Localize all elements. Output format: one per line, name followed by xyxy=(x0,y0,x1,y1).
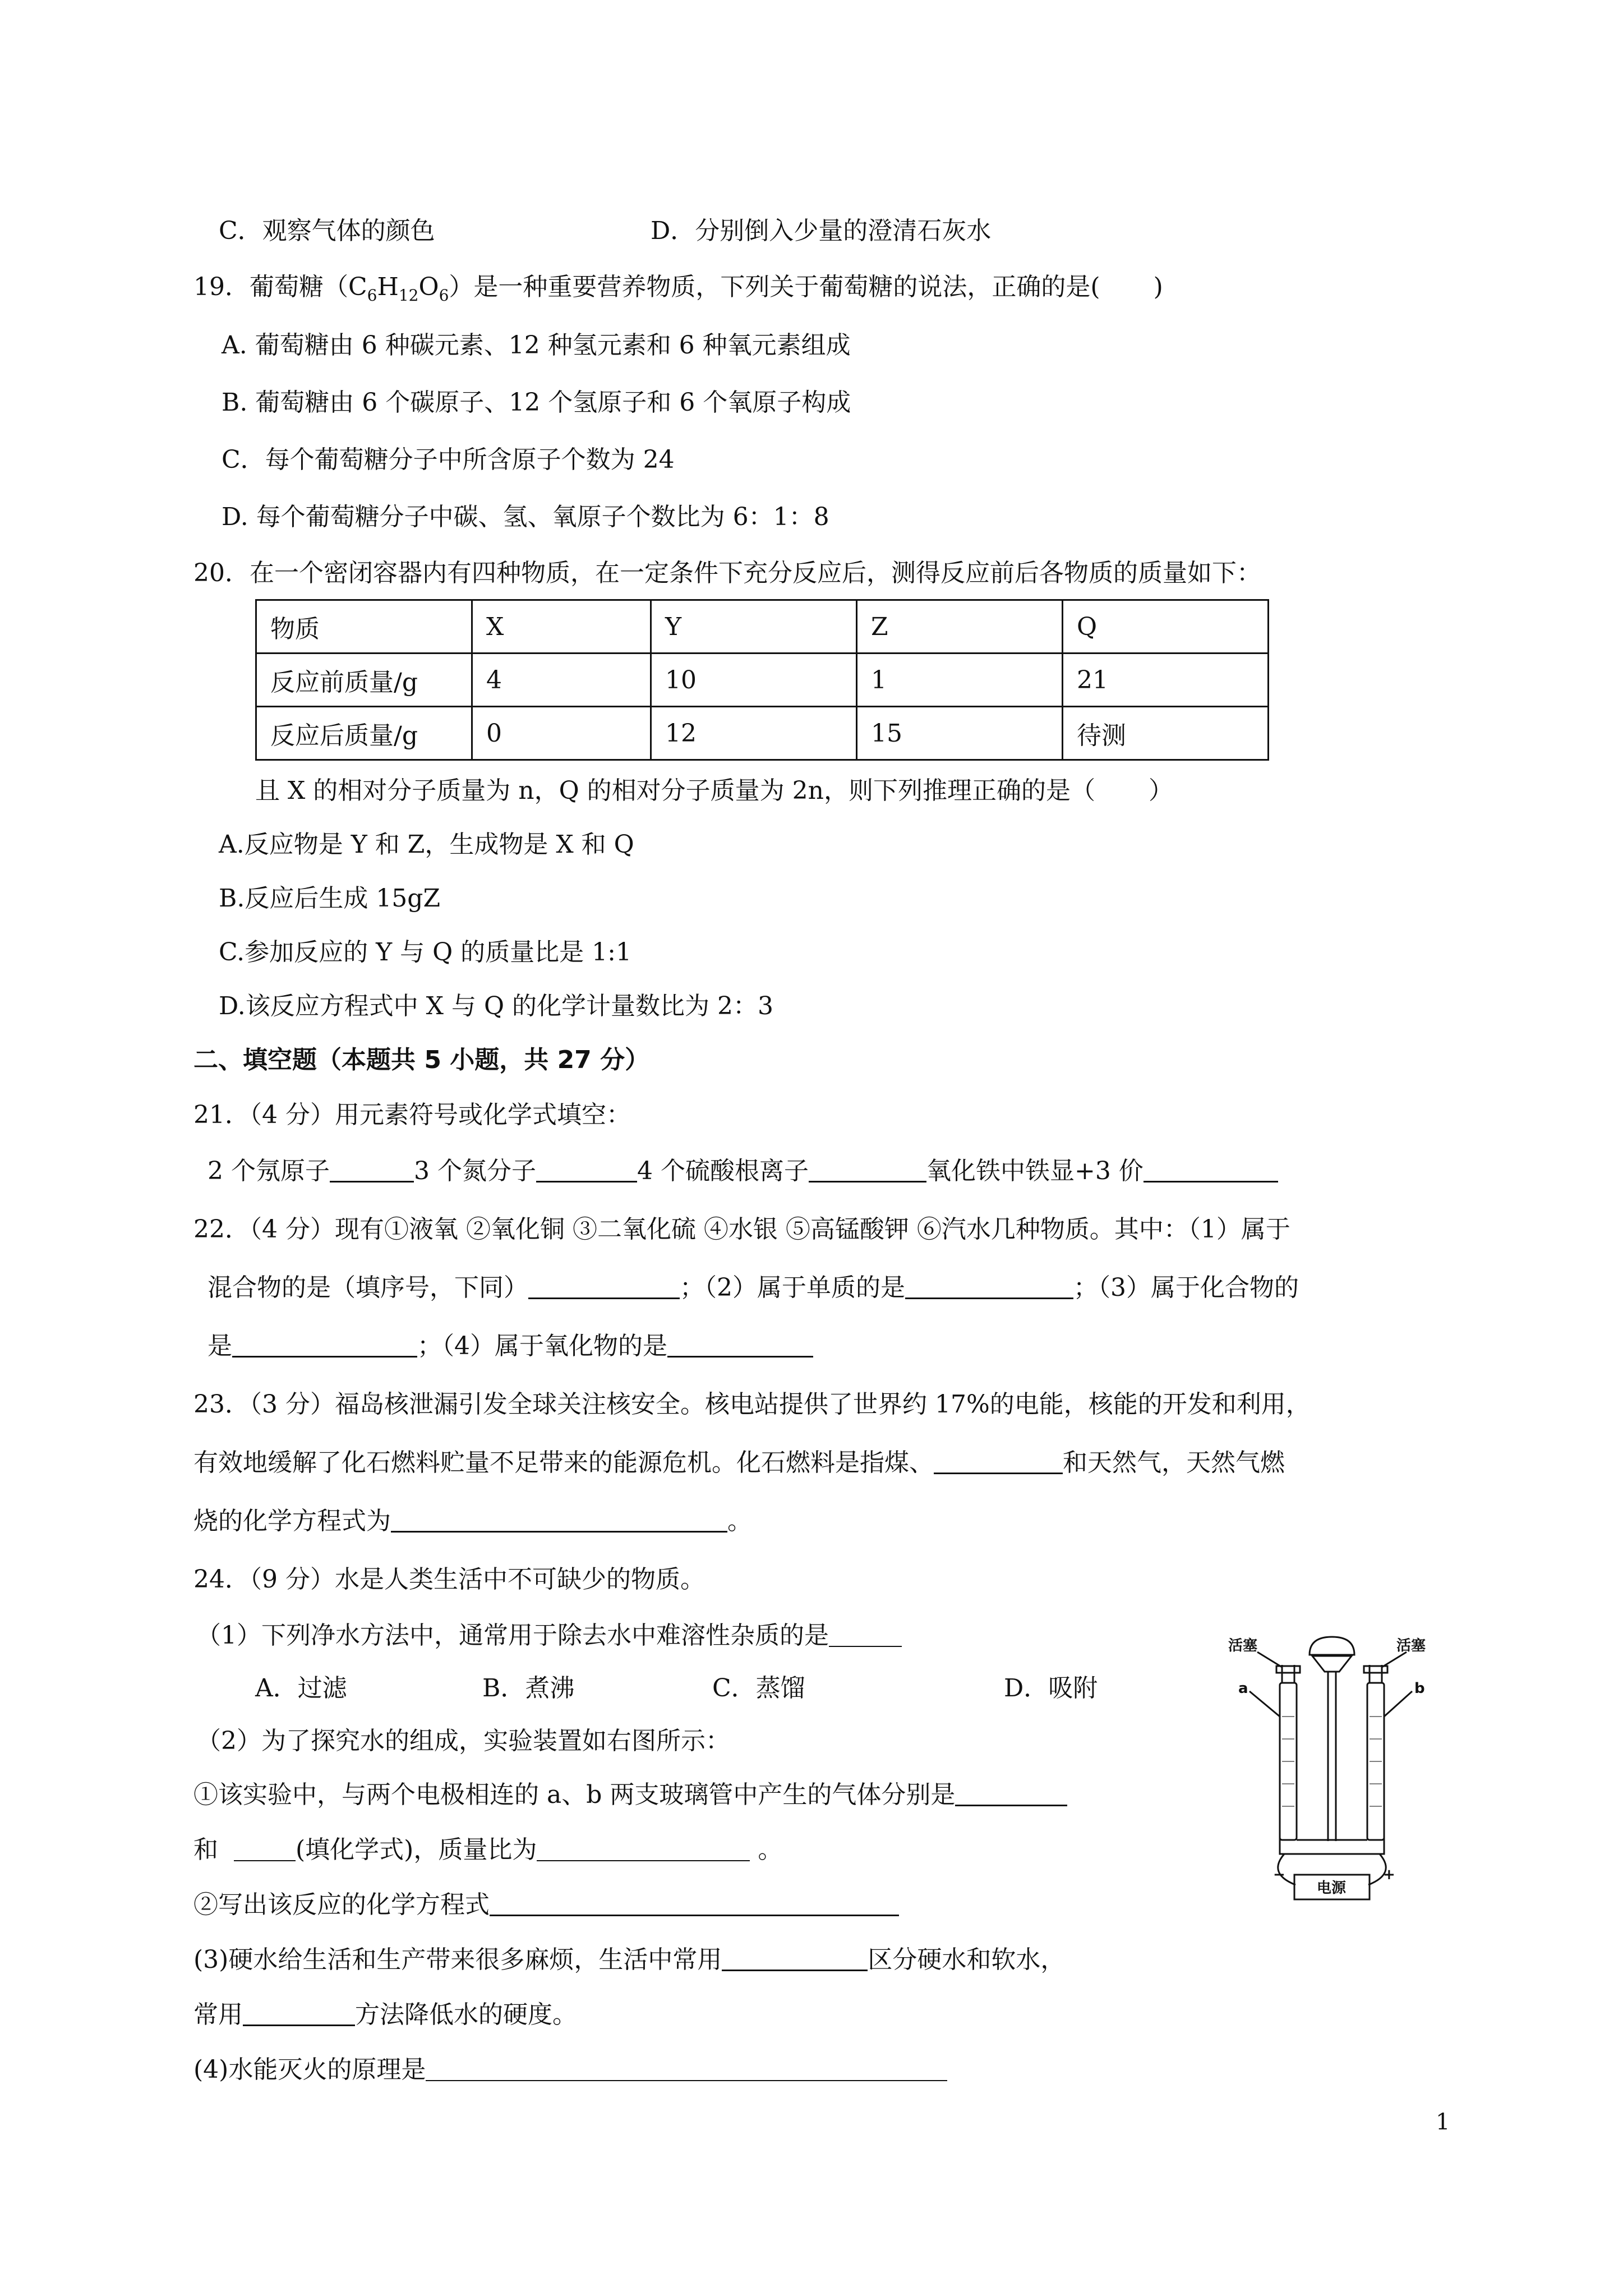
answer-blank[interactable] xyxy=(426,2055,947,2081)
table-cell: 10 xyxy=(651,654,857,707)
q24-part-2: （2）为了探究水的组成，实验装置如右图所示： xyxy=(196,1727,730,1755)
answer-blank[interactable] xyxy=(934,1448,1063,1474)
minus-sign: − xyxy=(1273,1866,1285,1883)
q24-option-a: A．过滤 xyxy=(255,1674,347,1703)
answer-blank[interactable] xyxy=(536,1156,637,1182)
answer-blank[interactable] xyxy=(243,2000,355,2026)
tube-a-label: a xyxy=(1238,1680,1248,1697)
table-cell: 0 xyxy=(472,707,651,760)
q20-option-b: B.反应后生成 15gZ xyxy=(219,884,441,913)
table-cell: Q xyxy=(1063,600,1269,654)
q23-line-1: 23．（3 分）福岛核泄漏引发全球关注核安全。核电站提供了世界约 17%的电能，核能的开发和利用， xyxy=(193,1390,1311,1419)
answer-blank[interactable] xyxy=(667,1331,813,1358)
table-cell: 待测 xyxy=(1063,707,1269,760)
q19-option-d: D. 每个葡萄糖分子中碳、氢、氧原子个数比为 6：1：8 xyxy=(222,503,829,531)
q18-option-c: C．观察气体的颜色 xyxy=(219,217,435,245)
q19-stem: 19．葡萄糖$(C_6H_{12}O_6)$是一种重要营养物质，下列关于葡萄糖的说法，正确的是( ) xyxy=(193,273,1163,305)
q19-option-c: C．每个葡萄糖分子中所含原子个数为 24 xyxy=(222,445,675,474)
table-row xyxy=(256,707,1269,760)
q23-line-2: 有效地缓解了化石燃料贮量不足带来的能源危机。化石燃料是指煤、 和天然气，天然气燃 xyxy=(193,1448,1285,1477)
answer-blank[interactable] xyxy=(1144,1156,1278,1182)
table-cell: X xyxy=(472,600,651,654)
power-source-label: 电源 xyxy=(1317,1880,1347,1897)
q24-part-2a: ①该实验中，与两个电极相连的 a、b 两支玻璃管中产生的气体分别是 xyxy=(193,1778,1067,1812)
table-cell: 4 xyxy=(472,654,651,707)
q24-part-2b: 和 (填化学式)，质量比为 。 xyxy=(193,1835,783,1864)
page-number: 1 xyxy=(1436,2109,1450,2135)
table-cell: 反应前质量/g xyxy=(256,654,472,707)
q20-option-a: A.反应物是 Y 和 Z，生成物是 X 和 Q xyxy=(219,830,634,859)
q24-option-b: B．煮沸 xyxy=(482,1674,575,1703)
table-cell: 1 xyxy=(857,654,1063,707)
table-cell: 21 xyxy=(1063,654,1269,707)
q24-part-3b: 常用 方法降低水的硬度。 xyxy=(193,2000,577,2029)
plus-sign: + xyxy=(1383,1866,1395,1883)
q20-option-d: D.该反应方程式中 X 与 Q 的化学计量数比为 2：3 xyxy=(219,992,774,1020)
table-row xyxy=(256,654,1269,707)
q24-part-1: （1）下列净水方法中，通常用于除去水中难溶性杂质的是 xyxy=(196,1619,902,1653)
section-title: 二、填空题（本题共 5 小题，共 27 分） xyxy=(193,1046,650,1074)
q20-stem: 20．在一个密闭容器内有四种物质，在一定条件下充分反应后，测得反应前后各物质的质量如下： xyxy=(193,559,1261,587)
q24-stem: 24．（9 分）水是人类生活中不可缺少的物质。 xyxy=(193,1565,705,1594)
answer-blank[interactable] xyxy=(829,1621,902,1647)
q18-option-d: D．分别倒入少量的澄清石灰水 xyxy=(651,217,992,245)
q24-part-2c: ②写出该反应的化学方程式 xyxy=(193,1888,899,1922)
table-cell: 反应后质量/g xyxy=(256,707,472,760)
table-row xyxy=(256,600,1269,654)
q20-note: 且 X 的相对分子质量为 n，Q 的相对分子质量为 2n，则下列推理正确的是（ ） xyxy=(255,776,1173,805)
answer-blank[interactable] xyxy=(955,1780,1067,1806)
q21-stem: 21．（4 分）用元素符号或化学式填空： xyxy=(193,1101,631,1129)
q19-option-a: A. 葡萄糖由 6 种碳元素、12 种氢元素和 6 种氧元素组成 xyxy=(222,331,851,360)
answer-blank[interactable] xyxy=(528,1273,680,1299)
q22-line-1: 22．（4 分）现有①液氧 ②氧化铜 ③二氧化硫 ④水银 ⑤高锰酸钾 ⑥汽水几种物质。其中：（1）属于 xyxy=(193,1215,1290,1244)
q24-option-d: D．吸附 xyxy=(1004,1674,1098,1703)
answer-blank[interactable] xyxy=(809,1156,926,1182)
q20-option-c: C.参加反应的 Y 与 Q 的质量比是 1:1 xyxy=(219,938,631,967)
answer-blank[interactable] xyxy=(391,1506,727,1533)
q24-part-4: (4)水能灭火的原理是 xyxy=(193,2053,947,2087)
answer-blank[interactable] xyxy=(232,1331,417,1358)
table-cell: 15 xyxy=(857,707,1063,760)
table-cell: Z xyxy=(857,600,1063,654)
answer-blank[interactable] xyxy=(234,1835,296,1861)
answer-blank[interactable] xyxy=(905,1273,1073,1299)
q24-option-c: C．蒸馏 xyxy=(712,1674,805,1703)
electrolysis-apparatus-diagram xyxy=(1228,1632,1436,1913)
answer-blank[interactable] xyxy=(490,1890,899,1916)
table-cell: 物质 xyxy=(256,600,472,654)
q24-part-3a: (3)硬水给生活和生产带来很多麻烦，生活中常用 区分硬水和软水， xyxy=(193,1945,1066,1974)
q22-line-3: 是 ；（4）属于氧化物的是 xyxy=(208,1329,813,1363)
q19-option-b: B. 葡萄糖由 6 个碳原子、12 个氢原子和 6 个氧原子构成 xyxy=(222,388,851,417)
q21-blanks: 2 个氖原子 3 个氮分子 4 个硫酸根离子 氧化铁中铁显+3 价 xyxy=(208,1154,1278,1188)
q23-line-3: 烧的化学方程式为 。 xyxy=(193,1507,752,1535)
answer-blank[interactable] xyxy=(537,1835,750,1861)
table-cell: 12 xyxy=(651,707,857,760)
tube-b-label: b xyxy=(1414,1680,1425,1697)
answer-blank[interactable] xyxy=(722,1945,868,1971)
table-cell: Y xyxy=(651,600,857,654)
q22-line-2: 混合物的是（填序号，下同） ；（2）属于单质的是 ；（3）属于化合物的 xyxy=(208,1273,1299,1302)
stopcock-label-left: 活塞 xyxy=(1228,1637,1258,1654)
answer-blank[interactable] xyxy=(330,1156,414,1182)
mass-table xyxy=(255,599,1269,761)
stopcock-label-right: 活塞 xyxy=(1396,1637,1426,1654)
